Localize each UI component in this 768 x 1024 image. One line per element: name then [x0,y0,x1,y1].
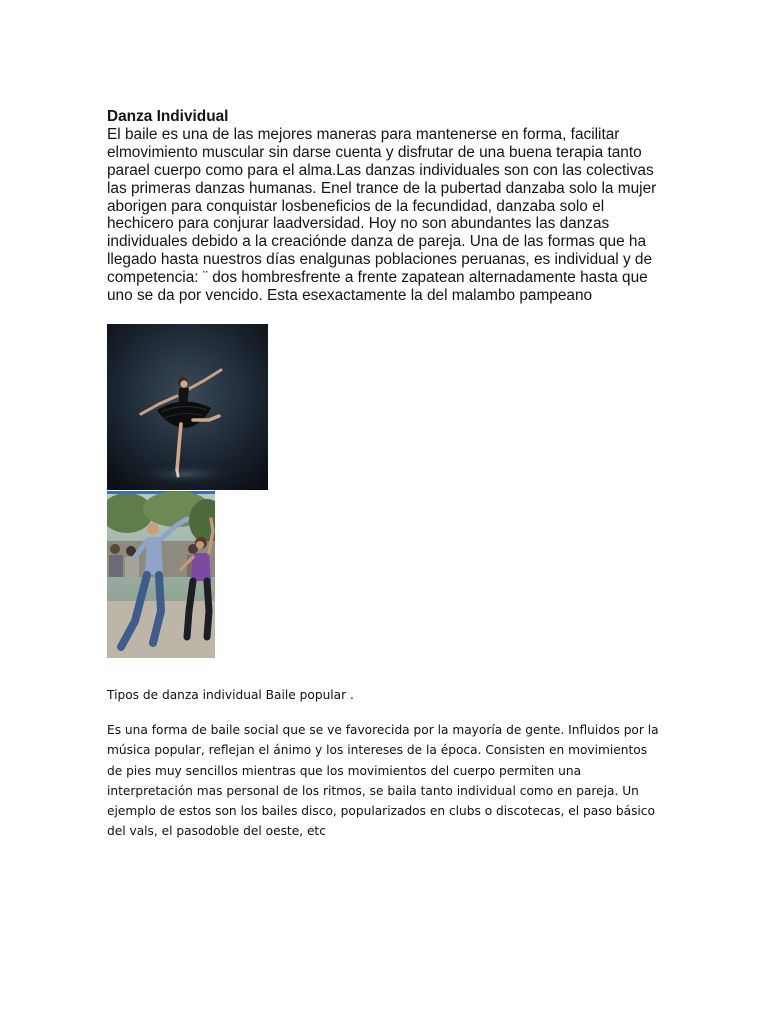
ballet-dancer-photo [107,324,268,490]
paragraph-line: música popular, reflejan el ánimo y los intereses de la época. Consisten en movimientos [107,743,648,758]
paragraph-line: El baile es una de las mejores maneras para mantenerse en forma, facilitar [107,125,620,143]
paragraph-line: individuales debido a la creaciónde danza de pareja. Una de las formas que ha [107,233,647,251]
paragraph-line: interpretación mas personal de los ritmos, se baila tanto individual como en pareja. Un [107,783,639,798]
paragraph-line: competencia: ¨ dos hombresfrente a frente zapatean alternadamente hasta que [107,269,648,287]
section-heading: Danza Individual [107,108,229,125]
paragraph-line: hechicero para conjurar laadversidad. Hoy no son abundantes las danzas [107,215,610,233]
paragraph-line: las primeras danzas humanas. Enel trance de la pubertad danzaba solo la mujer [107,179,657,197]
paragraph-line: parael cuerpo como para el alma.Las danzas individuales son con las colectivas [107,161,654,179]
section-body [107,720,677,842]
section-danza-individual [107,108,667,305]
paragraph-line: ejemplo de estos son los bailes disco, popularizados en clubs o discotecas, el paso básico [107,804,655,819]
paragraph-line: Es una forma de baile social que se ve favorecida por la mayoría de gente. Influidos por la [107,723,659,737]
paragraph-line: llegado hasta nuestros días enalgunas poblaciones peruanas, es individual y de [107,251,653,269]
paragraph-line: elmovimiento muscular sin darse cuenta y disfrutar de una buena terapia tanto [107,143,642,161]
paragraph-line: del vals, el pasodoble del oeste, etc [107,824,326,839]
section-subtitle: Tipos de danza individual Baile popular . [107,688,354,702]
paragraph-line: uno se da por vencido. Esta esexactamente la del malambo pampeano [107,287,593,305]
paragraph-line: de pies muy sencillos mientras que los movimientos del cuerpo permiten una [107,763,582,778]
couple-dancing-photo [107,491,215,658]
paragraph-line: aborigen para conquistar losbeneficios de la fecundidad, danzaba solo el [107,197,605,215]
